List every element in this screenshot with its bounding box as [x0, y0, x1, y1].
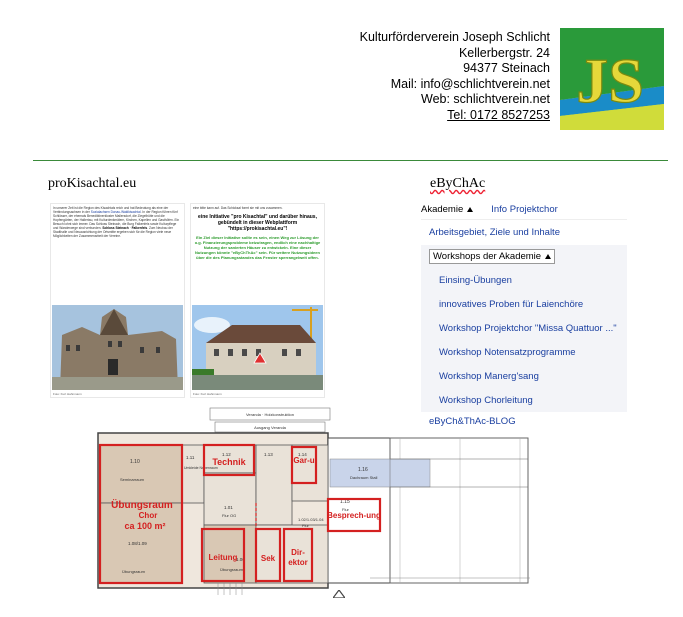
label-direktor: Dir- — [291, 548, 305, 557]
mail[interactable]: Mail: info@schlichtverein.net — [390, 76, 550, 91]
label-besprechung: Besprech-ung — [327, 511, 381, 520]
menu-workshops-toggle[interactable]: Workshops der Akademie — [429, 249, 555, 264]
workshops-submenu — [421, 245, 627, 412]
article-lead-2: eine bitte kann auf. Das Schicksal formt sie mit uns zusammen. — [193, 206, 283, 210]
menu-top-bar — [421, 200, 627, 220]
label-chor: Chor — [138, 511, 158, 520]
label-uebungsraum: Übungsraum — [111, 500, 173, 511]
tel[interactable]: Tel: 0172 8527253 — [447, 107, 550, 122]
menu-item-proben[interactable]: innovatives Proben für Laienchöre — [439, 298, 584, 310]
web[interactable]: Web: schlichtverein.net — [421, 92, 550, 106]
svg-text:1.14: 1.14 — [298, 452, 307, 457]
logo-letters: JS — [576, 45, 644, 116]
floor-plan — [40, 403, 635, 603]
svg-text:Umkleide Nebenraum: Umkleide Nebenraum — [184, 466, 218, 470]
svg-text:Ausgang Veranda: Ausgang Veranda — [254, 425, 286, 430]
menu-blog[interactable]: eByCh&ThAc-BLOG — [429, 416, 516, 427]
menu-item-manergsang[interactable]: Workshop Manerg'sang — [439, 370, 539, 382]
article-card-1 — [50, 203, 185, 398]
svg-text:Veranda · Holzkonstruktion: Veranda · Holzkonstruktion — [245, 412, 295, 417]
svg-text:Flur: Flur — [342, 507, 349, 512]
svg-text:Übungsraum: Übungsraum — [122, 569, 145, 574]
svg-text:1.13: 1.13 — [264, 452, 273, 457]
caret-up-icon — [545, 254, 551, 259]
svg-text:Flur: Flur — [302, 523, 309, 528]
ebychac-title[interactable]: eByChAc — [430, 176, 486, 191]
svg-text:1.11: 1.11 — [186, 455, 195, 460]
address-block — [360, 30, 550, 123]
js-logo — [560, 28, 664, 130]
svg-text:1.02/1.03/1.04: 1.02/1.03/1.04 — [298, 517, 324, 522]
initiative-green-text: Ein Ziel dieser Initiative sollte es sein, einen Weg zur Lösung der o.g. Finanzierungsprobleme beizutragen, endlich eine nachhaltige Nutzung der sanierten Häuser zu entwickeln. Eine dieser Nutzungen könnte "eByChThAc" sein. Für weitere Nutzungsideen über die des Planungsstandes das Fenster sperrangelweit offen. — [194, 235, 321, 260]
menu-item-notensatz[interactable]: Workshop Notensatzprogramme — [439, 346, 576, 358]
svg-text:1.10: 1.10 — [130, 459, 140, 465]
scroll-up-icon[interactable] — [333, 590, 345, 598]
prokisachtal-title[interactable]: proKisachtal.eu — [48, 176, 137, 191]
photo-caption-1: Foto: Kurt Hahnmann — [53, 392, 82, 396]
label-sek: Sek — [260, 554, 276, 563]
menu-akademie[interactable]: Akademie — [421, 204, 473, 215]
street: Kellerbergstr. 24 — [458, 45, 550, 60]
svg-text:1.01: 1.01 — [224, 505, 233, 510]
label-technik: Technik — [212, 457, 246, 467]
menu-item-einsing[interactable]: Einsing-Übungen — [439, 274, 512, 286]
menu-info-projektchor[interactable]: Info Projektchor — [491, 204, 558, 215]
svg-text:1.16: 1.16 — [358, 467, 368, 473]
initiative-headline: eine Initiative "pro Kisachtal" und darüber hinaus, gebündelt in dieser Webplattform "https://prokisachtal.eu"! — [198, 214, 317, 232]
svg-text:1.08/1.09: 1.08/1.09 — [128, 541, 147, 546]
site-menu — [421, 200, 627, 431]
org-name: Kulturförderverein Joseph Schlicht — [359, 30, 550, 44]
caret-up-icon — [467, 207, 473, 212]
svg-text:Dachraum Stall: Dachraum Stall — [350, 475, 378, 480]
city: 94377 Steinach — [463, 61, 550, 75]
house-photo — [192, 305, 323, 390]
svg-text:1.15: 1.15 — [340, 499, 350, 505]
svg-text:ektor: ektor — [288, 558, 308, 567]
svg-text:1.06: 1.06 — [236, 557, 245, 562]
article-card-2 — [190, 203, 325, 398]
menu-arbeitsgebiet[interactable]: Arbeitsgebiet, Ziele und Inhalte — [429, 227, 560, 238]
label-leitung: Leitung — [208, 553, 238, 562]
svg-text:1.12: 1.12 — [222, 452, 231, 457]
photo-caption-2: Foto: Kurt Hahnmann — [193, 392, 222, 396]
castle-photo — [52, 305, 183, 390]
menu-item-projektchor[interactable]: Workshop Projektchor "Missa Quattuor ..." — [439, 322, 617, 334]
label-garderobe: Gar-u — [293, 456, 315, 465]
menu-item-chorleitung[interactable]: Workshop Chorleitung — [439, 394, 533, 406]
article-text-1: In unserer Zeit ist die Region des Kisachtals reich und hat Bedeutung als eine der Verbindungsachsen in der Sozialachsen Donau-Waldkisachtal. In der Region führen fünf Schlösser, der ehemals Benediktinerkloster Mallersdorf, die Ziegelhütte und die Hopfengärten, der Hallertau, mit Kulturdenkmälern, Kirchen, Kapellen und Gasthöfen. Ein Besuch lohnt sich immer. Das Schloss Steinach, die Burg Falkenfels sowie Kulturpflege und Wanderwege sind verbunden. Schloss Steinach · Falkenfels. Zum Neubau der Stadthalle und Neuausrichtung der Ortsmitte ergeben sich für die Region viele neue Möglichkeiten der Zusammenarbeit der Vereine. — [53, 206, 180, 238]
label-size: ca 100 m² — [124, 521, 166, 531]
header-divider — [33, 160, 668, 161]
svg-text:Flur OG: Flur OG — [222, 513, 237, 518]
svg-text:Übungsraum: Übungsraum — [220, 567, 243, 572]
svg-text:Seminarraum: Seminarraum — [120, 477, 145, 482]
